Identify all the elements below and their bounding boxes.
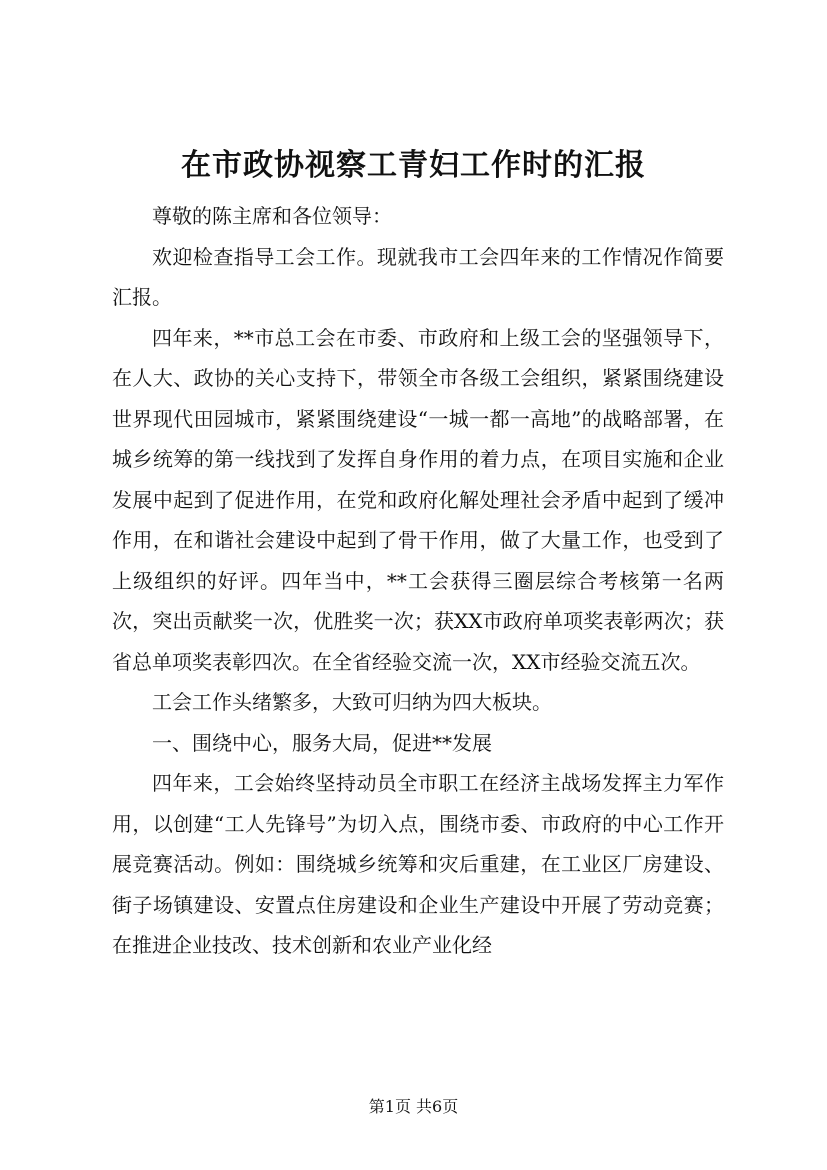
summary-paragraph: 工会工作头绪繁多，大致可归纳为四大板块。 <box>152 690 552 714</box>
page-number: 第1页 共6页 <box>368 1097 459 1116</box>
section-paragraph: 四年来，工会始终坚持动员全市职工在经济主战场发挥主力军作用，以创建“工人先锋号”为切入点，围绕市委、市政府的中心工作开展竞赛活动。例如：围绕城乡统筹和灾后重建，在工业区厂房建设、街子场镇建设、安置点住房建设和企业生产建设中开展了劳动竞赛；在推进企业技改、技术创新和农业产业化经 <box>112 771 724 957</box>
intro-paragraph: 欢迎检查指导工会工作。现就我市工会四年来的工作情况作简要汇报。 <box>112 244 724 309</box>
document-body <box>112 196 724 966</box>
document-title: 在市政协视察工青妇工作时的汇报 <box>181 148 646 183</box>
section-heading: 一、围绕中心，服务大局，促进**发展 <box>152 730 492 755</box>
overview-paragraph: 四年来，**市总工会在市委、市政府和上级工会的坚强领导下，在人大、政协的关心支持下，带领全市各级工会组织，紧紧围绕建设世界现代田园城市，紧紧围绕建设“一城一都一高地”的战略部署，在城乡统筹的第一线找到了发挥自身作用的着力点，在项目实施和企业发展中起到了促进作用，在党和政府化解处理社会矛盾中起到了缓冲作用，在和谐社会建设中起到了骨干作用，做了大量工作，也受到了上级组织的好评。四年当中，**工会获得三圈层综合考核第一名两次，突出贡献奖一次，优胜奖一次；获XX市政府单项奖表彰两次；获省总单项奖表彰四次。在全省经验交流一次，XX市经验交流五次。 <box>112 325 724 674</box>
salutation-paragraph: 尊敬的陈主席和各位领导： <box>152 204 392 228</box>
